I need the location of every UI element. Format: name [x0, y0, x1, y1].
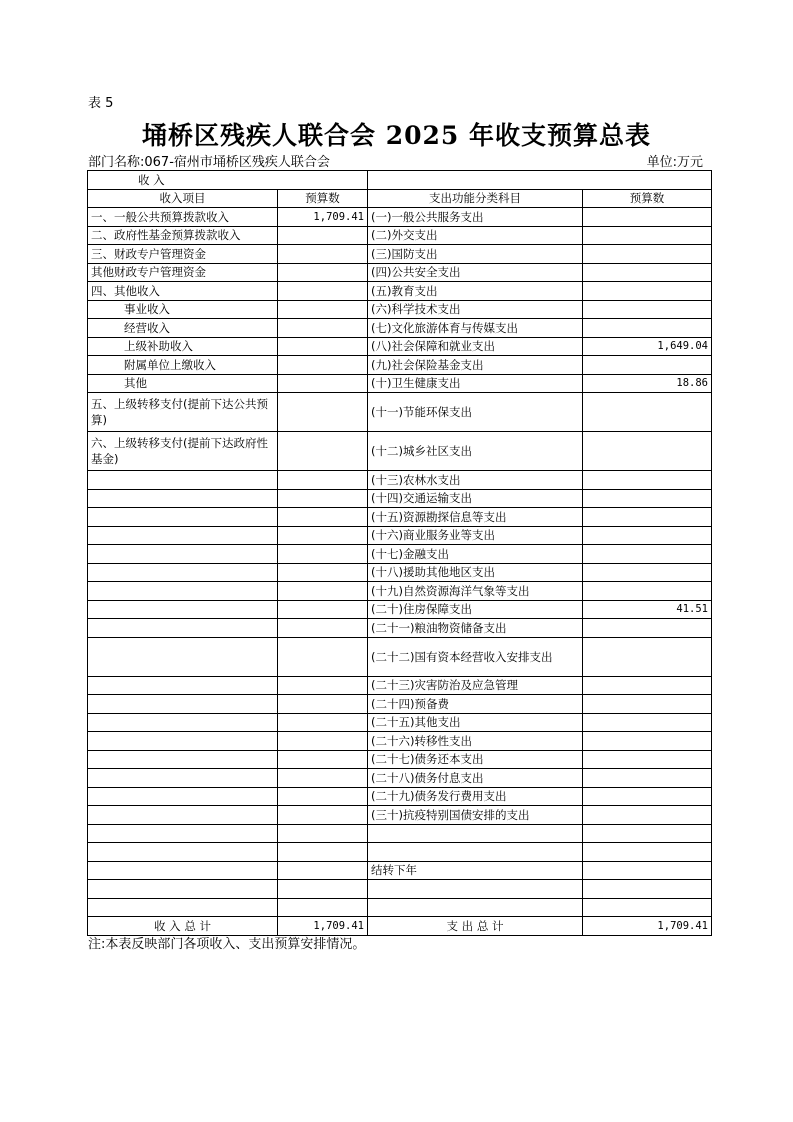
- table-row: [88, 563, 712, 582]
- expense-item-cell: (二十八)债务付息支出: [368, 769, 583, 788]
- col-income-amount-header: 预算数: [278, 189, 368, 208]
- expense-item-cell: (二十二)国有资本经营收入安排支出: [368, 637, 583, 676]
- expense-amount-cell: [583, 843, 712, 862]
- income-item-cell: 五、上级转移支付(提前下达公共预算): [88, 393, 278, 432]
- expense-amount-cell: [583, 356, 712, 375]
- expense-item-cell: (十九)自然资源海洋气象等支出: [368, 582, 583, 601]
- expense-item-cell: (二十四)预备费: [368, 695, 583, 714]
- income-item-cell: [88, 600, 278, 619]
- table-row: [88, 695, 712, 714]
- expense-amount-cell: [583, 898, 712, 917]
- income-amount-cell: [278, 676, 368, 695]
- income-item-cell: [88, 824, 278, 843]
- expense-amount-cell: 41.51: [583, 600, 712, 619]
- expense-amount-cell: [583, 508, 712, 527]
- income-item-cell: 经营收入: [88, 319, 278, 338]
- income-amount-cell: [278, 713, 368, 732]
- expense-item-cell: (二)外交支出: [368, 226, 583, 245]
- income-amount-cell: [278, 787, 368, 806]
- income-amount-cell: 1,709.41: [278, 208, 368, 227]
- income-amount-cell: [278, 898, 368, 917]
- income-item-cell: [88, 787, 278, 806]
- expense-item-cell: (十五)资源勘探信息等支出: [368, 508, 583, 527]
- expense-item-cell: (二十五)其他支出: [368, 713, 583, 732]
- expense-total-amount: 1,709.41: [583, 917, 712, 936]
- expense-item-cell: (二十一)粮油物资储备支出: [368, 619, 583, 638]
- expense-amount-cell: [583, 489, 712, 508]
- table-row: [88, 393, 712, 432]
- table-row: [88, 319, 712, 338]
- table-row: [88, 898, 712, 917]
- table-row: [88, 374, 712, 393]
- expense-amount-cell: [583, 226, 712, 245]
- table-row: [88, 750, 712, 769]
- table-row: [88, 824, 712, 843]
- table-row: [88, 489, 712, 508]
- income-item-cell: [88, 508, 278, 527]
- expense-item-cell: (一)一般公共服务支出: [368, 208, 583, 227]
- income-item-cell: [88, 769, 278, 788]
- table-row: [88, 226, 712, 245]
- income-item-cell: [88, 695, 278, 714]
- income-amount-cell: [278, 563, 368, 582]
- table-row: [88, 713, 712, 732]
- income-amount-cell: [278, 843, 368, 862]
- income-amount-cell: [278, 880, 368, 899]
- income-amount-cell: [278, 432, 368, 471]
- expense-amount-cell: [583, 880, 712, 899]
- income-item-cell: [88, 750, 278, 769]
- income-item-cell: 三、财政专户管理资金: [88, 245, 278, 264]
- income-amount-cell: [278, 508, 368, 527]
- page-title: 埇桥区残疾人联合会 2025 年收支预算总表: [142, 121, 651, 150]
- expense-amount-cell: [583, 526, 712, 545]
- income-item-cell: 六、上级转移支付(提前下达政府性基金): [88, 432, 278, 471]
- expense-item-cell: (十一)节能环保支出: [368, 393, 583, 432]
- income-item-cell: 其他财政专户管理资金: [88, 263, 278, 282]
- income-item-cell: [88, 526, 278, 545]
- income-item-cell: [88, 676, 278, 695]
- expense-item-cell: (七)文化旅游体育与传媒支出: [368, 319, 583, 338]
- expense-item-cell: (四)公共安全支出: [368, 263, 583, 282]
- table-row: [88, 806, 712, 825]
- expense-amount-cell: [583, 619, 712, 638]
- income-amount-cell: [278, 356, 368, 375]
- table-row: [88, 300, 712, 319]
- income-item-cell: [88, 843, 278, 862]
- income-amount-cell: [278, 337, 368, 356]
- income-amount-cell: [278, 226, 368, 245]
- income-amount-cell: [278, 300, 368, 319]
- income-amount-cell: [278, 582, 368, 601]
- footnote: 注:本表反映部门各项收入、支出预算安排情况。: [88, 937, 366, 952]
- income-item-cell: 上级补助收入: [88, 337, 278, 356]
- expense-item-cell: (九)社会保险基金支出: [368, 356, 583, 375]
- table-row: [88, 432, 712, 471]
- expense-item-cell: (三)国防支出: [368, 245, 583, 264]
- income-total-amount: 1,709.41: [278, 917, 368, 936]
- income-item-cell: [88, 898, 278, 917]
- expense-amount-cell: [583, 695, 712, 714]
- expense-total-label: 支 出 总 计: [368, 917, 583, 936]
- table-row: [88, 356, 712, 375]
- table-row: [88, 508, 712, 527]
- expense-amount-cell: [583, 208, 712, 227]
- expense-item-cell: (二十)住房保障支出: [368, 600, 583, 619]
- income-item-cell: [88, 563, 278, 582]
- expense-item-cell: (六)科学技术支出: [368, 300, 583, 319]
- table-row: [88, 245, 712, 264]
- table-row: [88, 545, 712, 564]
- income-amount-cell: [278, 263, 368, 282]
- expense-item-cell: (十七)金融支出: [368, 545, 583, 564]
- unit-label: 单位:万元: [646, 155, 703, 170]
- table-row: [88, 732, 712, 751]
- expense-item-cell: (五)教育支出: [368, 282, 583, 301]
- income-amount-cell: [278, 489, 368, 508]
- income-amount-cell: [278, 732, 368, 751]
- income-amount-cell: [278, 695, 368, 714]
- income-item-cell: [88, 619, 278, 638]
- expense-amount-cell: [583, 582, 712, 601]
- expense-item-cell: [368, 880, 583, 899]
- income-amount-cell: [278, 637, 368, 676]
- expense-group-header: [368, 171, 712, 190]
- income-amount-cell: [278, 806, 368, 825]
- income-item-cell: [88, 489, 278, 508]
- expense-item-cell: (十六)商业服务业等支出: [368, 526, 583, 545]
- expense-amount-cell: [583, 263, 712, 282]
- income-amount-cell: [278, 600, 368, 619]
- expense-item-cell: 结转下年: [368, 861, 583, 880]
- expense-item-cell: (十四)交通运输支出: [368, 489, 583, 508]
- expense-item-cell: (十)卫生健康支出: [368, 374, 583, 393]
- expense-amount-cell: [583, 545, 712, 564]
- expense-amount-cell: [583, 393, 712, 432]
- income-amount-cell: [278, 245, 368, 264]
- table-row: [88, 208, 712, 227]
- expense-amount-cell: [583, 787, 712, 806]
- income-amount-cell: [278, 393, 368, 432]
- income-item-cell: 其他: [88, 374, 278, 393]
- income-item-cell: 四、其他收入: [88, 282, 278, 301]
- income-amount-cell: [278, 545, 368, 564]
- table-row: [88, 582, 712, 601]
- income-item-cell: [88, 545, 278, 564]
- table-number-label: 表 5: [88, 96, 114, 111]
- expense-amount-cell: [583, 732, 712, 751]
- expense-amount-cell: [583, 806, 712, 825]
- table-row: [88, 880, 712, 899]
- expense-item-cell: (三十)抗疫特别国债安排的支出: [368, 806, 583, 825]
- table-row: [88, 263, 712, 282]
- table-row: [88, 619, 712, 638]
- expense-amount-cell: [583, 861, 712, 880]
- income-amount-cell: [278, 861, 368, 880]
- expense-amount-cell: 18.86: [583, 374, 712, 393]
- table-row: [88, 676, 712, 695]
- expense-item-cell: (二十九)债务发行费用支出: [368, 787, 583, 806]
- department-name: 部门名称:067-宿州市埇桥区残疾人联合会: [88, 155, 330, 170]
- expense-item-cell: [368, 843, 583, 862]
- table-row: [88, 526, 712, 545]
- income-item-cell: [88, 861, 278, 880]
- table-row: [88, 861, 712, 880]
- col-expense-amount-header: 预算数: [583, 189, 712, 208]
- income-amount-cell: [278, 319, 368, 338]
- income-item-cell: 二、政府性基金预算拨款收入: [88, 226, 278, 245]
- income-amount-cell: [278, 769, 368, 788]
- expense-amount-cell: [583, 319, 712, 338]
- income-item-cell: [88, 471, 278, 490]
- income-item-cell: 一、一般公共预算拨款收入: [88, 208, 278, 227]
- expense-amount-cell: [583, 432, 712, 471]
- income-amount-cell: [278, 824, 368, 843]
- expense-amount-cell: 1,649.04: [583, 337, 712, 356]
- expense-amount-cell: [583, 300, 712, 319]
- income-total-label: 收 入 总 计: [88, 917, 278, 936]
- table-row: [88, 471, 712, 490]
- income-amount-cell: [278, 374, 368, 393]
- expense-amount-cell: [583, 824, 712, 843]
- income-item-cell: [88, 637, 278, 676]
- expense-amount-cell: [583, 769, 712, 788]
- expense-amount-cell: [583, 245, 712, 264]
- expense-item-cell: [368, 824, 583, 843]
- expense-item-cell: (十二)城乡社区支出: [368, 432, 583, 471]
- income-amount-cell: [278, 619, 368, 638]
- expense-amount-cell: [583, 637, 712, 676]
- expense-item-cell: (八)社会保障和就业支出: [368, 337, 583, 356]
- expense-item-cell: (二十六)转移性支出: [368, 732, 583, 751]
- income-item-cell: 事业收入: [88, 300, 278, 319]
- income-amount-cell: [278, 282, 368, 301]
- col-income-item-header: 收入项目: [88, 189, 278, 208]
- income-item-cell: [88, 806, 278, 825]
- income-item-cell: [88, 582, 278, 601]
- table-row: [88, 787, 712, 806]
- income-item-cell: [88, 713, 278, 732]
- income-item-cell: [88, 880, 278, 899]
- income-group-header: 收 入: [88, 171, 368, 190]
- expense-item-cell: (二十七)债务还本支出: [368, 750, 583, 769]
- expense-item-cell: (十三)农林水支出: [368, 471, 583, 490]
- table-row: [88, 282, 712, 301]
- income-amount-cell: [278, 526, 368, 545]
- income-item-cell: 附属单位上缴收入: [88, 356, 278, 375]
- table-row: [88, 769, 712, 788]
- expense-amount-cell: [583, 676, 712, 695]
- expense-item-cell: [368, 898, 583, 917]
- expense-amount-cell: [583, 282, 712, 301]
- table-row: [88, 637, 712, 676]
- expense-amount-cell: [583, 750, 712, 769]
- table-row: [88, 600, 712, 619]
- table-row: [88, 843, 712, 862]
- expense-amount-cell: [583, 563, 712, 582]
- expense-amount-cell: [583, 713, 712, 732]
- income-amount-cell: [278, 750, 368, 769]
- expense-item-cell: (二十三)灾害防治及应急管理: [368, 676, 583, 695]
- income-amount-cell: [278, 471, 368, 490]
- header-group-row: [88, 171, 712, 190]
- header-column-row: [88, 189, 712, 208]
- income-item-cell: [88, 732, 278, 751]
- table-row: [88, 337, 712, 356]
- expense-amount-cell: [583, 471, 712, 490]
- expense-item-cell: (十八)援助其他地区支出: [368, 563, 583, 582]
- budget-table: [87, 170, 712, 936]
- col-expense-item-header: 支出功能分类科目: [368, 189, 583, 208]
